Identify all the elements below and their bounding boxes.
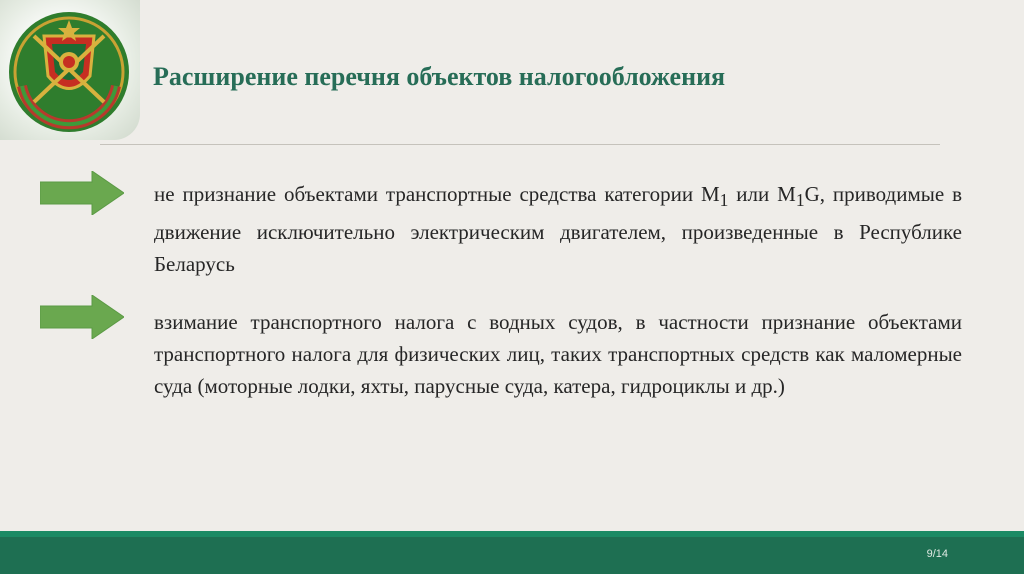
bullet-item-water-vessels: взимание транспортного налога с водных судов, в частности признание объектами транспортного налога для физических лиц, таких транспортных средств как маломерные суда (моторные лодки, яхты, парусные суда, катера, гидроциклы и др.) [154, 310, 962, 398]
title-divider [100, 144, 940, 145]
bullet-text-part: не признание объектами транспортные средства категории М [154, 182, 720, 206]
bullet-text-part: или М [728, 182, 796, 206]
border-guard-emblem-icon [4, 6, 134, 136]
bullet-text-part: G, приводимые в движение исключительно электрическим двигателем, произведенные в Республике Беларусь [154, 182, 963, 277]
subscript-1: 1 [795, 190, 805, 211]
bullet-item-electric-vehicles [154, 178, 962, 280]
green-arrow-right-icon [40, 295, 124, 339]
footer-bar [0, 537, 1024, 574]
page-number: 9/14 [926, 548, 948, 560]
slide-title: Расширение перечня объектов налогообложения [153, 62, 726, 91]
green-arrow-right-icon [40, 171, 124, 215]
emblem-frame [0, 0, 140, 140]
subscript-1: 1 [719, 190, 729, 211]
